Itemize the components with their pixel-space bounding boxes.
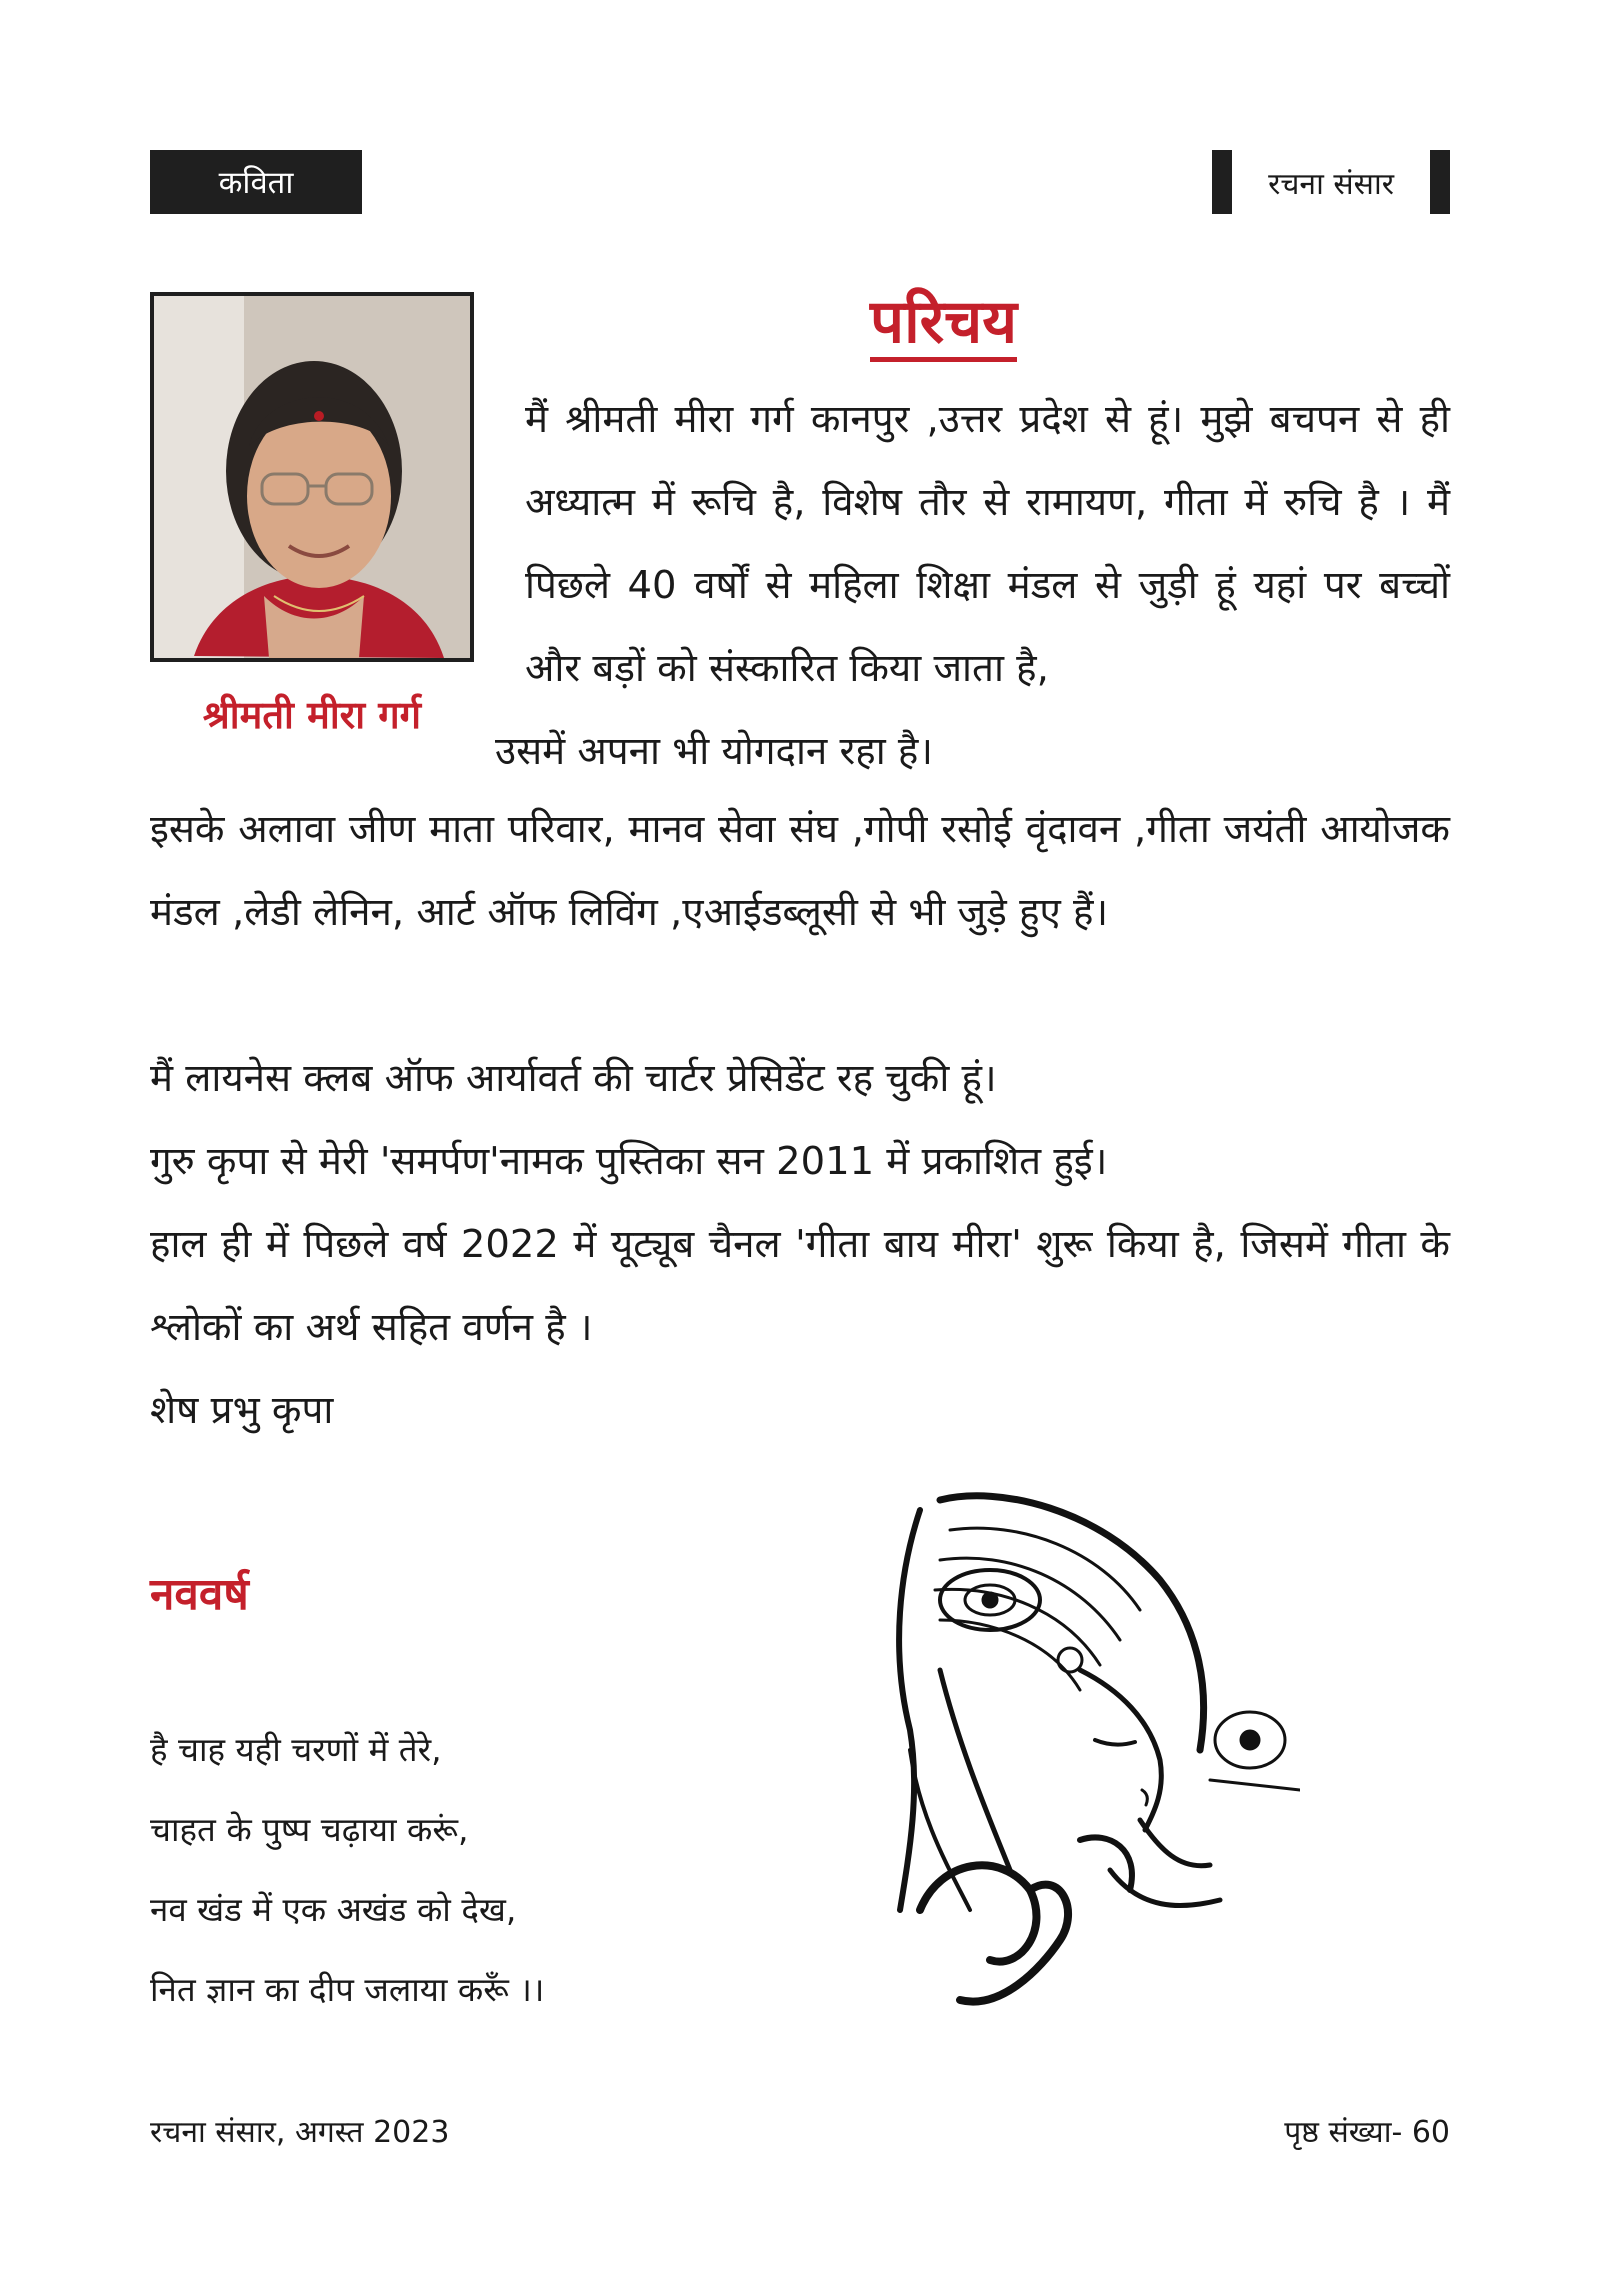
poem-line: चाहत के पुष्प चढ़ाया करूं, (150, 1810, 469, 1849)
body-paragraph-associations: इसके अलावा जीण माता परिवार, मानव सेवा संघ ,गोपी रसोई वृंदावन ,गीता जयंती आयोजक मंडल ,लेडी लेनिन, आर्ट ऑफ लिविंग ,एआईडब्लूसी से भी जुड़े हुए हैं। (150, 807, 1450, 935)
body-paragraph-book: गुरु कृपा से मेरी 'समर्पण'नामक पुस्तिका सन 2011 में प्रकाशित हुई। (150, 1139, 1108, 1184)
intro-paragraph (495, 378, 1450, 793)
header-bar-right (1430, 150, 1450, 214)
body-paragraph-lioness-club: मैं लायनेस क्लब ऑफ आर्यावर्त की चार्टर प्रेसिडेंट रह चुकी हूं। (150, 1056, 997, 1101)
section-label: कविता (150, 150, 362, 214)
author-photo (150, 292, 474, 662)
author-name-caption: श्रीमती मीरा गर्ग (202, 693, 422, 737)
magazine-header (1212, 150, 1450, 214)
footer-issue: रचना संसार, अगस्त 2023 (150, 2115, 450, 2150)
magazine-name: रचना संसार (1268, 166, 1394, 202)
body-paragraph-youtube: हाल ही में पिछले वर्ष 2022 में यूट्यूब चैनल 'गीता बाय मीरा' शुरू किया है, जिसमें गीता के श्लोकों का अर्थ सहित वर्णन है । (150, 1222, 1450, 1350)
krishna-artwork (880, 1490, 1300, 2050)
header-bar-left (1212, 150, 1232, 214)
poem-line: नित ज्ञान का दीप जलाया करूँ ।। (150, 1970, 545, 2009)
footer-page-number: पृष्ठ संख्या- 60 (1284, 2115, 1450, 2150)
body-paragraph-closing: शेष प्रभु कृपा (150, 1388, 334, 1433)
intro-paragraph-tail: उसमें अपना भी योगदान रहा है। (495, 729, 933, 774)
intro-title: परिचय (870, 288, 1017, 362)
krishna-peacock-feather-icon (880, 1490, 1300, 2050)
author-portrait-icon (154, 296, 470, 658)
poem-line: है चाह यही चरणों में तेरे, (150, 1730, 442, 1769)
intro-paragraph-main: मैं श्रीमती मीरा गर्ग कानपुर ,उत्तर प्रदेश से हूं। मुझे बचपन से ही अध्यात्म में रूचि है, विशेष तौर से रामायण, गीता में रुचि है । मैं पिछले 40 वर्षों से महिला शिक्षा मंडल से जुड़ी हूं यहां पर बच्चों और बड़ों को संस्कारित किया जाता है, (525, 397, 1450, 691)
poem-title: नववर्ष (150, 1569, 249, 1620)
poem-line: नव खंड में एक अखंड को देख, (150, 1890, 517, 1929)
